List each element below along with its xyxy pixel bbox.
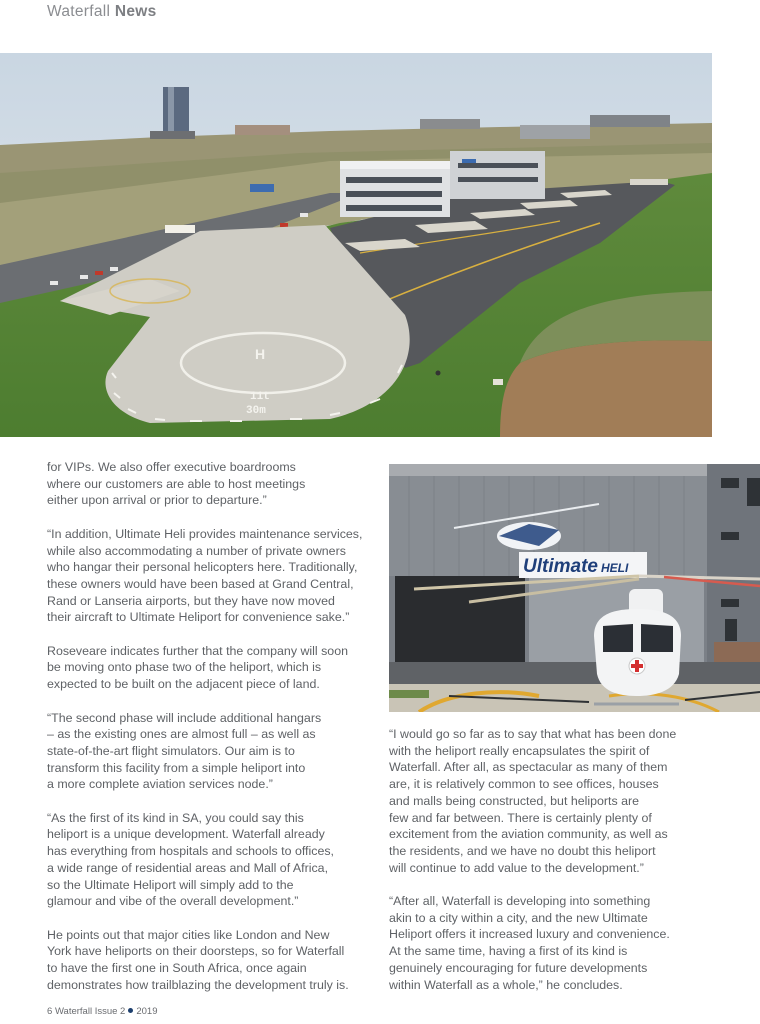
page-number: 6 <box>47 1006 53 1017</box>
paragraph: Roseveare indicates further that the company will soon be moving onto phase two of the heliport, which is expected to be built on the adjacent piece of land. <box>47 643 348 692</box>
page-footer <box>47 1006 157 1017</box>
tower-building <box>163 87 189 135</box>
paragraph: “As the first of its kind in SA, you could say this heliport is a unique development. Waterfall already has everything from hospitals and schools to offices, a wide range of residential areas and Mall of Africa, so the Ultimate Heliport will simply add to the glamour and vibe of the overall development.” <box>47 810 334 909</box>
paragraph: “The second phase will include additional hangars – as the existing ones are almost full – as well as state-of-the-art flight simulators. Our aim is to transform this facility from a simple heliport into a more complete aviation services node.” <box>47 710 322 792</box>
paragraph: “In addition, Ultimate Heli provides maintenance services, while also accommodating a number of private owners who hangar their personal helicopters here. Traditionally, these owners would have been based at Grand Central, Rand or Lanseria airports, but they have now moved their aircraft to Ultimate Heliport for convenience sake.” <box>47 526 363 625</box>
helipad-size-marking: 30m <box>246 405 266 417</box>
heliport-aerial-illustration <box>0 53 712 437</box>
paragraph: He points out that major cities like London and New York have heliports on their doorsteps, so for Waterfall to have the first one in South Africa, once again demonstrates how trailblazing the development truly is. <box>47 927 349 992</box>
publication-year: 2019 <box>136 1006 158 1017</box>
bus <box>165 225 195 233</box>
paragraph: “I would go so far as to say that what has been done with the heliport really encapsulates the spirit of Waterfall. After all, as spectacular as many of them are, it is relatively common to see offices, houses and malls being constructed, but heliports are few and far between. There is certainly plenty of excitement from the aviation community, as well as the residents, and we have no doubt this heliport will continue to add value to the development.” <box>389 727 677 875</box>
helipad-h-marking: H <box>255 346 266 362</box>
sign-text-ultimate: Ultimate <box>523 556 598 577</box>
publication-name: Waterfall Issue 2 <box>54 1006 126 1017</box>
paragraph: for VIPs. We also offer executive boardrooms where our customers are able to host meetings either upon arrival or prior to departure.” <box>47 460 306 508</box>
article-right-column <box>389 726 719 1010</box>
masthead-word-waterfall: Waterfall <box>47 3 111 20</box>
road-sign <box>250 184 274 192</box>
helicopter-hangar-photo <box>389 464 760 712</box>
paragraph: “After all, Waterfall is developing into something akin to a city within a city, and the new Ultimate Heliport offers it increased luxury and convenience. At the same time, having a first of its kind is genuinely encouraging for future developments within Waterfall as a whole,” he concludes. <box>389 894 670 992</box>
helicopter-hangar-illustration <box>389 464 760 712</box>
article-left-column <box>47 459 382 1010</box>
masthead <box>47 3 157 21</box>
helipad-weight-marking: 11t <box>250 391 270 403</box>
masthead-word-news: News <box>114 3 157 20</box>
sign-text-heli: HELI <box>601 561 629 575</box>
hero-aerial-photo <box>0 53 712 437</box>
bullet-icon <box>128 1008 133 1013</box>
